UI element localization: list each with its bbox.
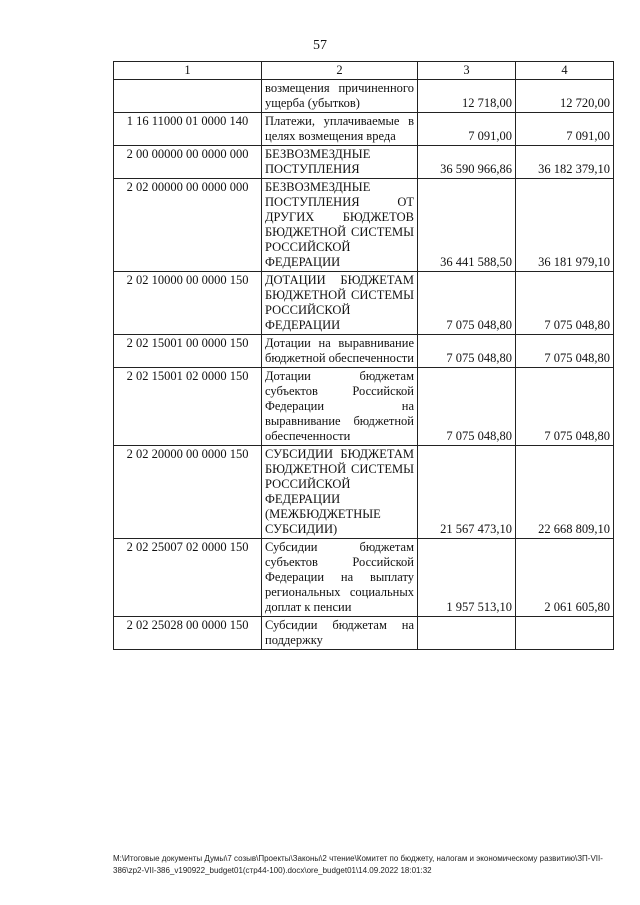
column-header-3: 3 — [418, 62, 516, 80]
table-row — [114, 368, 614, 446]
row-name: ДОТАЦИИ БЮДЖЕТАМ БЮДЖЕТНОЙ СИСТЕМЫ РОССИЙСКОЙ ФЕДЕРАЦИИ — [262, 272, 418, 335]
table-header-row — [114, 62, 614, 80]
table-row — [114, 539, 614, 617]
row-name: Дотации на выравнивание бюджетной обеспеченности — [262, 335, 418, 368]
row-name: Субсидии бюджетам на поддержку — [262, 617, 418, 650]
row-code: 2 02 20000 00 0000 150 — [114, 446, 262, 539]
row-code — [114, 80, 262, 113]
row-value-col3: 36 441 588,50 — [418, 179, 516, 272]
row-value-col4: 36 181 979,10 — [516, 179, 614, 272]
row-value-col4: 7 075 048,80 — [516, 368, 614, 446]
row-code: 2 02 25007 02 0000 150 — [114, 539, 262, 617]
row-value-col3: 7 075 048,80 — [418, 335, 516, 368]
row-value-col3: 7 075 048,80 — [418, 272, 516, 335]
row-value-col4: 22 668 809,10 — [516, 446, 614, 539]
row-name: Платежи, уплачиваемые в целях возмещения вреда — [262, 113, 418, 146]
table-row — [114, 113, 614, 146]
row-value-col3: 7 091,00 — [418, 113, 516, 146]
row-name: Дотации бюджетам субъектов Российской Федерации на выравнивание бюджетной обеспеченности — [262, 368, 418, 446]
row-value-col3: 7 075 048,80 — [418, 368, 516, 446]
table-row — [114, 272, 614, 335]
row-name: БЕЗВОЗМЕЗДНЫЕ ПОСТУПЛЕНИЯ ОТ ДРУГИХ БЮДЖЕТОВ БЮДЖЕТНОЙ СИСТЕМЫ РОССИЙСКОЙ ФЕДЕРАЦИИ — [262, 179, 418, 272]
column-header-1: 1 — [114, 62, 262, 80]
row-code: 2 02 15001 00 0000 150 — [114, 335, 262, 368]
row-name: СУБСИДИИ БЮДЖЕТАМ БЮДЖЕТНОЙ СИСТЕМЫ РОССИЙСКОЙ ФЕДЕРАЦИИ (МЕЖБЮДЖЕТНЫЕ СУБСИДИИ) — [262, 446, 418, 539]
row-value-col3: 12 718,00 — [418, 80, 516, 113]
row-name: БЕЗВОЗМЕЗДНЫЕ ПОСТУПЛЕНИЯ — [262, 146, 418, 179]
row-value-col4: 7 091,00 — [516, 113, 614, 146]
table-row — [114, 335, 614, 368]
column-header-4: 4 — [516, 62, 614, 80]
row-code: 1 16 11000 01 0000 140 — [114, 113, 262, 146]
table-row — [114, 179, 614, 272]
table-row — [114, 617, 614, 650]
row-value-col4: 7 075 048,80 — [516, 272, 614, 335]
table-row — [114, 446, 614, 539]
page-number: 57 — [313, 38, 327, 53]
row-value-col3: 1 957 513,10 — [418, 539, 516, 617]
row-code: 2 02 10000 00 0000 150 — [114, 272, 262, 335]
table-row — [114, 80, 614, 113]
row-value-col4: 36 182 379,10 — [516, 146, 614, 179]
budget-table — [113, 61, 614, 650]
row-value-col4: 7 075 048,80 — [516, 335, 614, 368]
footer-file-path: M:\Итоговые документы Думы\7 созыв\Проекты\Законы\2 чтение\Комитет по бюджету, налогам и экономическому развитию\ЗП-VII-386\zp2-VII-386_v190922_budget01(стр44-100).docx\ore_budget01\14.09.2022 18:01:32 — [113, 854, 603, 875]
row-code: 2 02 15001 02 0000 150 — [114, 368, 262, 446]
row-value-col4: 12 720,00 — [516, 80, 614, 113]
table-row — [114, 146, 614, 179]
row-value-col4 — [516, 617, 614, 650]
row-code: 2 00 00000 00 0000 000 — [114, 146, 262, 179]
row-name: возмещения причиненного ущерба (убытков) — [262, 80, 418, 113]
row-value-col3: 36 590 966,86 — [418, 146, 516, 179]
column-header-2: 2 — [262, 62, 418, 80]
row-value-col3: 21 567 473,10 — [418, 446, 516, 539]
row-code: 2 02 00000 00 0000 000 — [114, 179, 262, 272]
row-value-col4: 2 061 605,80 — [516, 539, 614, 617]
row-name: Субсидии бюджетам субъектов Российской Федерации на выплату региональных социальных доплат к пенсии — [262, 539, 418, 617]
row-code: 2 02 25028 00 0000 150 — [114, 617, 262, 650]
row-value-col3 — [418, 617, 516, 650]
